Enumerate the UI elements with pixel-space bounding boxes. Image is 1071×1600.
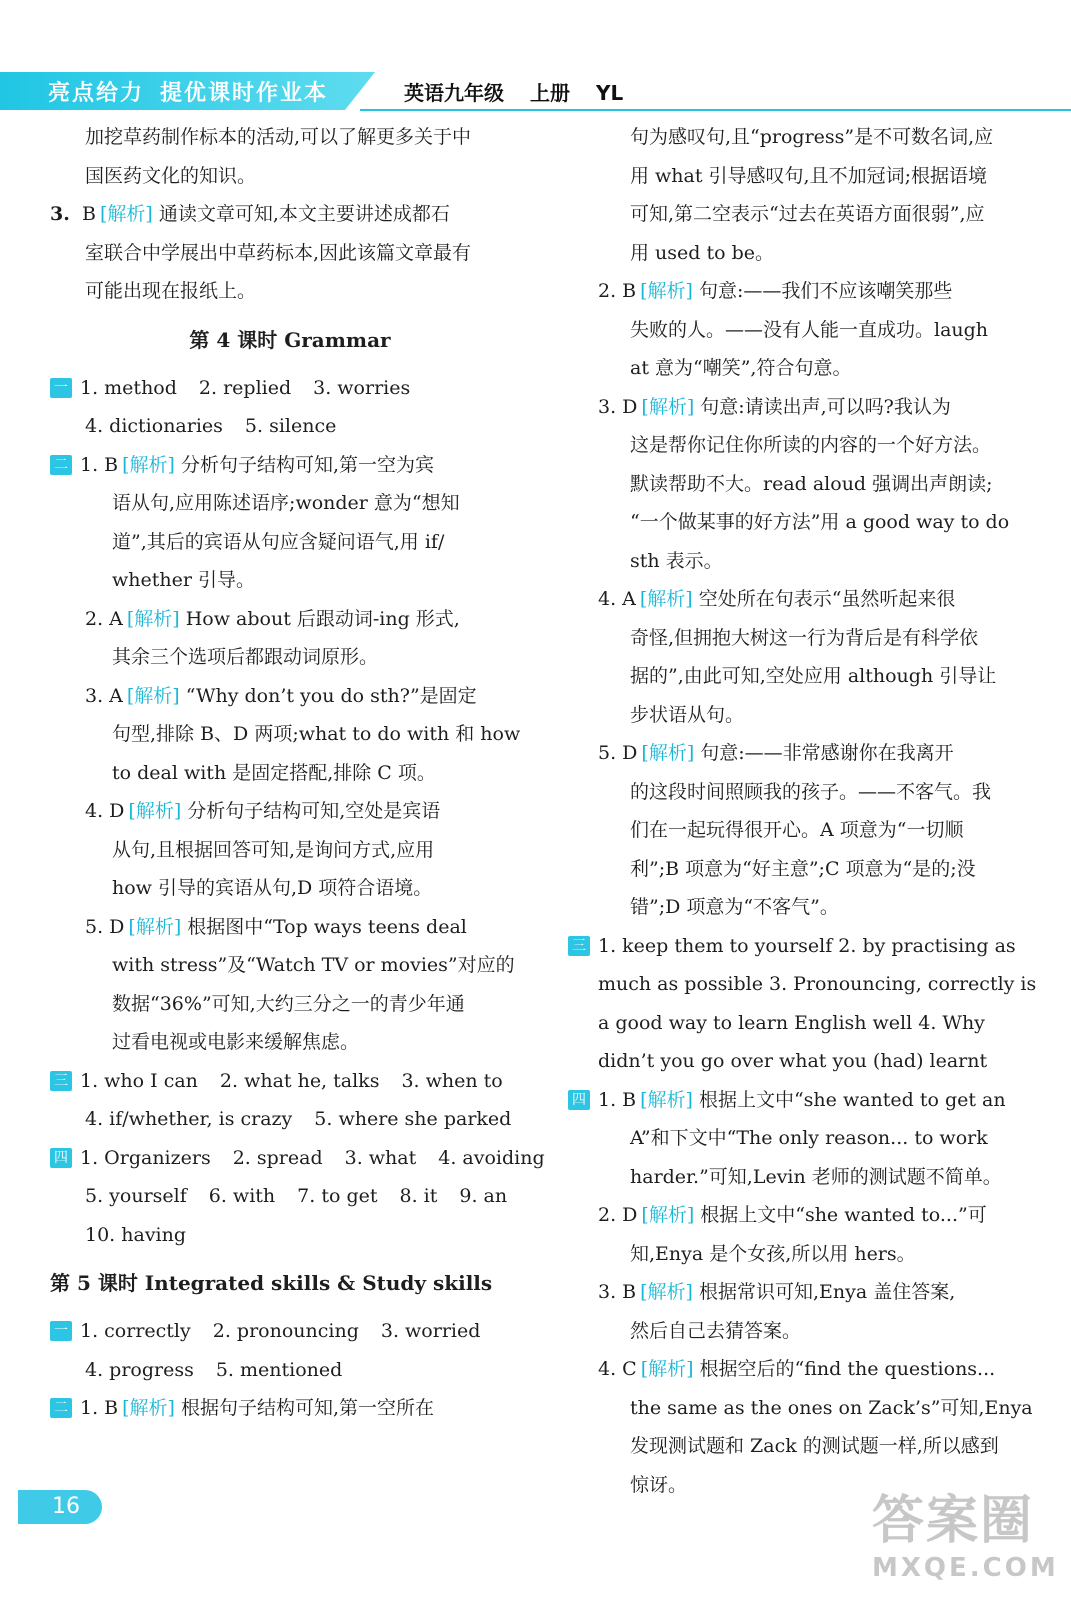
lesson-5-title: 第 5 课时 Integrated skills & Study skills (50, 1271, 493, 1295)
text-line: 步状语从句。 (630, 703, 745, 726)
text-line: the same as the ones on Zack’s”可知,Enya (630, 1396, 1033, 1419)
text-line: 句型,排除 B、D 两项;what to do with 和 how (112, 723, 521, 745)
section-4-q4: 4. C [解析] 根据空后的“find the questions... (598, 1358, 996, 1380)
text-line: whether 引导。 (112, 569, 255, 591)
text-line: 语从句,应用陈述语序;wonder 意为“想知 (112, 492, 460, 514)
analysis-tag: [解析] (640, 1088, 693, 1111)
text-line: at 意为“嘲笑”,符合句意。 (630, 357, 852, 379)
text-line: 这是帮你记住你所读的内容的一个好方法。 (630, 434, 992, 456)
text-line: 知,Enya 是个女孩,所以用 hers。 (630, 1242, 916, 1265)
lesson5-section-1-answers: 一 1. correctly 2. pronouncing 3. worried (50, 1312, 530, 1351)
answer-q2: 2. B [解析] 句意:——我们不应该嘲笑那些 (598, 280, 953, 302)
subject-grade: 英语九年级 (404, 81, 504, 105)
section-2-q2: 2. A [解析] How about 后跟动词-ing 形式, (85, 607, 460, 630)
analysis-tag: [解析] (122, 1397, 175, 1419)
text-line: A”和下文中“The only reason... to work (630, 1127, 988, 1149)
analysis-tag: [解析] (640, 280, 693, 302)
section-badge: 三 (50, 1071, 72, 1091)
analysis-tag: [解析] (641, 1204, 695, 1226)
text-line: harder.”可知,Levin 老师的测试题不简单。 (630, 1165, 1002, 1188)
text-line: 错”;D 项意为“不客气”。 (630, 896, 839, 918)
lesson-4-title: 第 4 课时 Grammar (189, 327, 391, 352)
text-line: 室联合中学展出中草药标本,因此该篇文章最有 (85, 241, 472, 264)
analysis-tag: [解析] (126, 607, 180, 630)
text-line: “一个做某事的好方法”用 a good way to do (630, 511, 1010, 533)
page-number: 16 (18, 1490, 102, 1524)
subject-edition: YL (596, 81, 624, 105)
section-1-answers-cont: 4. dictionaries 5. silence (85, 415, 337, 437)
section-4-q3: 3. B [解析] 根据常识可知,Enya 盖住答案, (598, 1281, 956, 1303)
text-line: 数据“36%”可知,大约三分之一的青少年通 (112, 992, 465, 1015)
text-line: 可知,第二空表示“过去在英语方面很弱”,应 (630, 203, 985, 225)
text-line: sth 表示。 (630, 549, 723, 572)
text-line: 道”,其后的宾语从句应含疑问语气,用 if/ (112, 530, 445, 553)
section-3-answers: 三 1. who I can 2. what he, talks 3. when to (50, 1062, 530, 1101)
text-line: 用 used to be。 (630, 241, 774, 264)
analysis-tag: [解析] (640, 1281, 693, 1303)
analysis-tag: [解析] (128, 915, 182, 938)
analysis-tag: [解析] (122, 453, 175, 476)
section-4-answers-cont: 5. yourself 6. with 7. to get 8. it 9. an (85, 1185, 508, 1207)
section-4-answers: 四 1. Organizers 2. spread 3. what 4. avoiding (50, 1139, 530, 1178)
subject-volume: 上册 (530, 81, 570, 105)
section-badge: 二 (50, 455, 72, 475)
left-column (50, 118, 545, 1428)
section-2-q1: 二 1. B [解析] 分析句子结构可知,第一空为宾 (50, 446, 530, 485)
text-line: 据的”,由此可知,空处应用 although 引导让 (630, 665, 997, 687)
section-badge: 一 (50, 378, 72, 398)
watermark-logo (872, 1478, 1059, 1588)
text-line: to deal with 是固定搭配,排除 C 项。 (112, 761, 436, 784)
section-badge: 一 (50, 1321, 72, 1341)
header-brand (48, 76, 328, 107)
section-4-answers-cont: 10. having (85, 1223, 187, 1246)
text-line: 惊讶。 (630, 1473, 688, 1496)
section-2-q3: 3. A [解析] “Why don’t you do sth?”是固定 (85, 684, 477, 707)
analysis-tag: [解析] (100, 203, 153, 225)
watermark-title: 答案圈 (872, 1491, 1035, 1551)
section-4-q2: 2. D [解析] 根据上文中“she wanted to...”可 (598, 1204, 987, 1226)
section-4-q1: 四 1. B [解析] 根据上文中“she wanted to get an (568, 1081, 1046, 1120)
text-line: 发现测试题和 Zack 的测试题一样,所以感到 (630, 1435, 999, 1457)
text-line: 失败的人。——没有人能一直成功。laugh (630, 318, 989, 341)
section-3-answers: 三 1. keep them to yourself 2. by practising as (568, 927, 1046, 966)
analysis-tag: [解析] (126, 684, 180, 707)
text-line: a good way to learn English well 4. Why (598, 1011, 985, 1034)
brand-name: 亮点给力 (48, 81, 145, 106)
text-line: 加挖草药制作标本的活动,可以了解更多关于中 (85, 126, 472, 148)
text-line: 从句,且根据回答可知,是询问方式,应用 (112, 838, 435, 861)
text-line: 利”;B 项意为“好主意”;C 项意为“是的;没 (630, 857, 976, 880)
text-line: 国医药文化的知识。 (85, 164, 257, 187)
text-line: 然后自己去猜答案。 (630, 1319, 802, 1342)
text-line: 用 what 引导感叹句,且不加冠词;根据语境 (630, 164, 987, 187)
text-line: 句为感叹句,且“progress”是不可数名词,应 (630, 126, 994, 148)
answer-q3: 3. B [解析] 通读文章可知,本文主要讲述成都石 (50, 203, 450, 225)
analysis-tag: [解析] (639, 588, 693, 610)
section-3-answers-cont: 4. if/whether, is crazy 5. where she parked (85, 1108, 512, 1130)
text-line: didn’t you go over what you (had) learnt (598, 1050, 988, 1072)
lesson5-section-1-answers-cont: 4. progress 5. mentioned (85, 1358, 343, 1381)
section-1-answers: 一 1. method 2. replied 3. worries (50, 369, 530, 408)
text-line: 过看电视或电影来缓解焦虑。 (112, 1031, 360, 1053)
brand-series: 提优课时作业本 (160, 81, 329, 106)
header-rule (360, 109, 1071, 111)
analysis-tag: [解析] (641, 742, 695, 764)
text-line: 其余三个选项后都跟动词原形。 (112, 646, 379, 668)
text-line: 默读帮助不大。read aloud 强调出声朗读; (630, 472, 993, 495)
section-badge: 二 (50, 1398, 72, 1418)
answer-q3: 3. D [解析] 句意:请读出声,可以吗?我认为 (598, 395, 951, 418)
analysis-tag: [解析] (641, 395, 695, 418)
section-2-q4: 4. D [解析] 分析句子结构可知,空处是宾语 (85, 800, 441, 822)
lesson5-section-2-q1: 二 1. B [解析] 根据句子结构可知,第一空所在 (50, 1389, 530, 1428)
answer-q5: 5. D [解析] 句意:——非常感谢你在我离开 (598, 742, 954, 764)
analysis-tag: [解析] (640, 1358, 694, 1380)
section-badge: 四 (568, 1090, 590, 1110)
section-badge: 四 (50, 1148, 72, 1168)
text-line: 奇怪,但拥抱大树这一行为背后是有科学依 (630, 626, 979, 649)
answer-q4: 4. A [解析] 空处所在句表示“虽然听起来很 (598, 588, 956, 610)
right-column (572, 118, 1046, 1504)
text-line: how 引导的宾语从句,D 项符合语境。 (112, 877, 433, 899)
text-line: 们在一起玩得很开心。A 项意为“一切顺 (630, 819, 964, 841)
analysis-tag: [解析] (128, 800, 182, 822)
section-2-q5: 5. D [解析] 根据图中“Top ways teens deal (85, 915, 467, 938)
header-subject (404, 77, 649, 106)
section-badge: 三 (568, 936, 590, 956)
text-line: with stress”及“Watch TV or movies”对应的 (112, 954, 515, 976)
text-line: much as possible 3. Pronouncing, correctly is (598, 973, 1037, 995)
page-header (0, 72, 1071, 110)
watermark-url: MXQE.COM (872, 1553, 1059, 1583)
text-line: 的这段时间照顾我的孩子。——不客气。我 (630, 780, 992, 803)
text-line: 可能出现在报纸上。 (85, 280, 257, 302)
